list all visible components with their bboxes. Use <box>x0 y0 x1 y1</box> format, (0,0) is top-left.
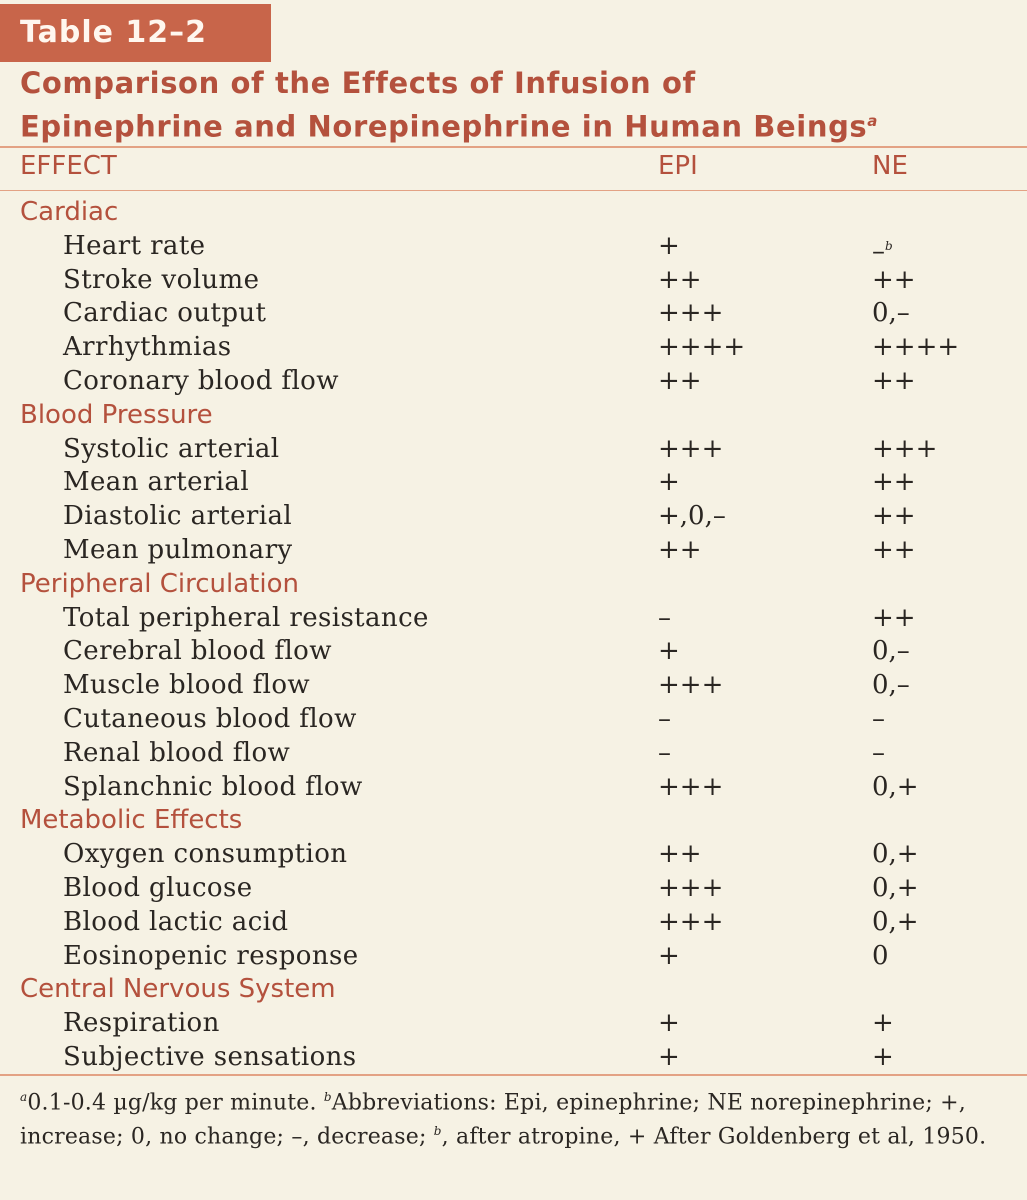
footnote-rule <box>0 1074 1027 1076</box>
footnote-marker-b-ref: b <box>433 1124 442 1139</box>
epi-cell: +++ <box>658 298 724 329</box>
effect-cell: Blood lactic acid <box>63 906 289 937</box>
effect-cell: Systolic arterial <box>63 433 280 464</box>
effect-cell: Cutaneous blood flow <box>63 704 357 734</box>
category-row <box>0 803 1027 837</box>
footnote-text-a: 0.1-0.4 µg/kg per minute. <box>27 1090 324 1116</box>
ne-value: 0,– <box>872 298 910 329</box>
effect-cell: Mean arterial <box>63 467 250 498</box>
ne-value: ++ <box>872 535 916 565</box>
effect-cell: Coronary blood flow <box>63 366 339 396</box>
ne-value: 0,+ <box>872 839 919 870</box>
table-row <box>0 263 1027 297</box>
ne-value: ++ <box>872 366 916 396</box>
ne-value: 0,+ <box>872 771 919 802</box>
footnote-marker-a: a <box>20 1090 28 1104</box>
effect-cell: Splanchnic blood flow <box>63 771 363 802</box>
ne-value: 0 <box>872 940 889 971</box>
effect-cell: Mean pulmonary <box>63 535 293 565</box>
effect-cell: Arrhythmias <box>63 332 232 363</box>
category-row <box>0 195 1027 229</box>
effect-cell: Muscle blood flow <box>63 670 311 701</box>
category-label: Central Nervous System <box>20 974 336 1005</box>
effect-cell: Oxygen consumption <box>63 839 348 870</box>
epi-cell: ++ <box>658 535 702 565</box>
column-header-epi: EPI <box>658 151 698 181</box>
footnote-text-c: , after atropine, + After Goldenberg et al, 1950. <box>441 1124 987 1150</box>
epi-cell: + <box>658 940 680 971</box>
table-row <box>0 432 1027 466</box>
ne-cell <box>872 939 889 973</box>
epi-cell: +,0,– <box>658 501 726 532</box>
ne-cell <box>872 296 910 330</box>
effect-cell: Eosinopenic response <box>63 940 359 971</box>
epi-cell: + <box>658 1042 680 1072</box>
ne-cell <box>872 364 916 398</box>
effect-cell: Total peripheral resistance <box>63 602 429 633</box>
category-row <box>0 398 1027 432</box>
effect-cell: Respiration <box>63 1008 220 1039</box>
ne-cell <box>872 702 885 736</box>
effect-cell: Cerebral blood flow <box>63 636 332 667</box>
title-line-2-text: Epinephrine and Norepinephrine in Human Beings <box>20 109 868 144</box>
footnote <box>20 1083 1010 1152</box>
ne-cell <box>872 263 916 297</box>
ne-value: – <box>872 704 885 734</box>
ne-value: – <box>872 737 885 768</box>
table-row <box>0 296 1027 330</box>
epi-cell: – <box>658 602 671 633</box>
table-row <box>0 330 1027 364</box>
category-row <box>0 972 1027 1006</box>
table-row <box>0 634 1027 668</box>
table-number-label: Table 12–2 <box>0 4 271 62</box>
ne-cell <box>872 533 916 567</box>
footnote-text-b: Abbreviations: Epi, epinephrine; NE norepinephrine; +, increase; 0, no change; –, decrease; <box>20 1090 966 1150</box>
effect-cell: Cardiac output <box>63 298 267 329</box>
category-label: Peripheral Circulation <box>20 568 299 599</box>
epi-cell: + <box>658 467 680 498</box>
epi-cell: + <box>658 636 680 667</box>
category-label: Blood Pressure <box>20 399 213 430</box>
table-row <box>0 364 1027 398</box>
epi-cell: +++ <box>658 433 724 464</box>
epi-cell: + <box>658 230 680 261</box>
category-label: Cardiac <box>20 197 119 227</box>
table-title <box>20 64 1020 146</box>
ne-value: 0,– <box>872 670 910 701</box>
category-label: Metabolic Effects <box>20 805 243 836</box>
ne-value: ++ <box>872 264 916 295</box>
table-row <box>0 871 1027 905</box>
ne-cell <box>872 1006 894 1040</box>
epi-cell: ++ <box>658 366 702 396</box>
table-row <box>0 702 1027 736</box>
epi-cell: ++ <box>658 264 702 295</box>
table-row <box>0 229 1027 267</box>
epi-cell: – <box>658 737 671 768</box>
ne-value: 0,– <box>872 636 910 667</box>
title-line-2 <box>20 102 1020 146</box>
ne-cell <box>872 634 910 668</box>
ne-cell <box>872 601 916 635</box>
table-row <box>0 499 1027 533</box>
epi-cell: + <box>658 1008 680 1039</box>
ne-value: – <box>872 236 885 267</box>
effect-cell: Stroke volume <box>63 264 260 295</box>
ne-cell <box>872 499 916 533</box>
ne-cell <box>872 330 959 364</box>
epi-cell: +++ <box>658 771 724 802</box>
category-row <box>0 567 1027 601</box>
ne-cell <box>872 871 919 905</box>
column-header-ne: NE <box>872 151 908 181</box>
effect-cell: Heart rate <box>63 230 206 261</box>
ne-value: 0,+ <box>872 906 919 937</box>
ne-value: ++ <box>872 602 916 633</box>
epi-cell: +++ <box>658 670 724 701</box>
ne-cell <box>872 1040 894 1074</box>
table-row <box>0 533 1027 567</box>
footnote-marker-b: b <box>323 1090 332 1104</box>
effect-cell: Subjective sensations <box>63 1042 357 1072</box>
epi-cell: – <box>658 704 671 734</box>
epi-cell: ++++ <box>658 332 746 363</box>
ne-cell <box>872 905 919 939</box>
table-row <box>0 1040 1027 1074</box>
ne-cell <box>872 465 916 499</box>
header-bottom-rule <box>0 190 1027 191</box>
ne-cell <box>872 432 937 466</box>
table-row <box>0 465 1027 499</box>
table-row <box>0 601 1027 635</box>
effect-cell: Blood glucose <box>63 873 253 903</box>
ne-value: + <box>872 1008 894 1039</box>
ne-cell <box>872 770 919 804</box>
epi-cell: +++ <box>658 906 724 937</box>
ne-value: ++++ <box>872 332 960 363</box>
ne-value: ++ <box>872 467 916 498</box>
ne-cell <box>872 668 910 702</box>
effect-cell: Diastolic arterial <box>63 501 293 532</box>
epi-cell: ++ <box>658 839 702 870</box>
column-header-effect: EFFECT <box>20 151 117 181</box>
ne-value: 0,+ <box>872 873 919 903</box>
ne-value: +++ <box>872 433 938 464</box>
table-row <box>0 939 1027 973</box>
ne-cell <box>872 837 919 871</box>
ne-cell <box>872 736 885 770</box>
title-footnote-marker: a <box>867 112 879 130</box>
table-row <box>0 770 1027 804</box>
ne-value: + <box>872 1042 894 1072</box>
table-row <box>0 668 1027 702</box>
table-row <box>0 837 1027 871</box>
ne-value: ++ <box>872 501 916 532</box>
table-row <box>0 1006 1027 1040</box>
effect-cell: Renal blood flow <box>63 737 291 768</box>
ne-footnote-marker: b <box>885 238 893 253</box>
table-row <box>0 905 1027 939</box>
title-line-1: Comparison of the Effects of Infusion of <box>20 66 696 100</box>
table-row <box>0 736 1027 770</box>
epi-cell: +++ <box>658 873 724 903</box>
